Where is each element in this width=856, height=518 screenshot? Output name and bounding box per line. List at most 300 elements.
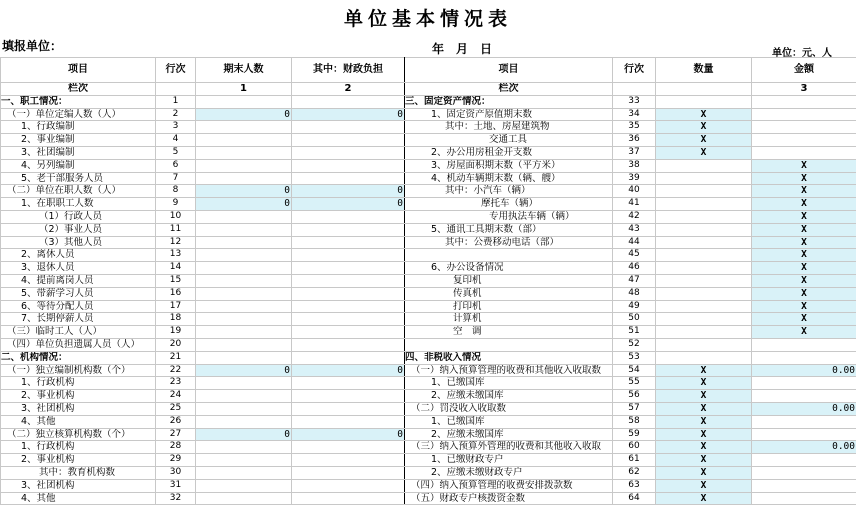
row-number: 1: [156, 95, 196, 108]
end-staff-cell[interactable]: [196, 172, 292, 185]
fiscal-cell[interactable]: [292, 210, 405, 223]
row-number-right: 38: [613, 159, 656, 172]
row-number: 29: [156, 454, 196, 467]
table-row: [1, 326, 856, 339]
row-number: 10: [156, 210, 196, 223]
fiscal-cell[interactable]: [292, 390, 405, 403]
subheader-blank: [156, 83, 196, 96]
quantity-cell[interactable]: X: [656, 377, 752, 390]
quantity-cell[interactable]: [656, 262, 752, 275]
row-label: 4、提前离岗人员: [1, 274, 156, 287]
page-title: 单位基本情况表: [343, 8, 512, 30]
row-number: 25: [156, 402, 196, 415]
table-row: [1, 236, 856, 249]
row-number-right: 41: [613, 198, 656, 211]
quantity-cell[interactable]: [656, 287, 752, 300]
row-label-right: 四、非税收入情况: [405, 351, 613, 364]
end-staff-cell[interactable]: [196, 95, 292, 108]
row-number-right: 52: [613, 338, 656, 351]
row-label-right: 其中：公费移动电话（部）: [405, 236, 613, 249]
quantity-cell[interactable]: [656, 274, 752, 287]
row-number: 16: [156, 287, 196, 300]
row-label: （一）单位定编人数（人）: [1, 108, 156, 121]
end-staff-cell[interactable]: [196, 223, 292, 236]
quantity-cell[interactable]: [656, 236, 752, 249]
quantity-cell[interactable]: X: [656, 121, 752, 134]
row-label-right: 1、固定资产原值期末数: [405, 108, 613, 121]
table-row: [1, 364, 856, 377]
end-staff-cell[interactable]: [196, 466, 292, 479]
row-number-right: 34: [613, 108, 656, 121]
table-row: [1, 287, 856, 300]
table-row: [1, 466, 856, 479]
fiscal-cell[interactable]: [292, 146, 405, 159]
table-row: [1, 210, 856, 223]
row-label: 一、职工情况：: [1, 95, 156, 108]
row-number: 24: [156, 390, 196, 403]
row-label: 1、行政编制: [1, 121, 156, 134]
quantity-cell[interactable]: [656, 210, 752, 223]
quantity-cell[interactable]: X: [656, 479, 752, 492]
subheader-lanci-2: 栏次: [405, 83, 613, 96]
end-staff-cell[interactable]: [196, 249, 292, 262]
amount-cell[interactable]: [752, 146, 856, 159]
amount-cell[interactable]: X: [752, 326, 856, 339]
row-number-right: 35: [613, 121, 656, 134]
fiscal-cell[interactable]: 0: [292, 428, 405, 441]
row-number-right: 53: [613, 351, 656, 364]
end-staff-cell[interactable]: [196, 236, 292, 249]
row-label-right: 复印机: [405, 274, 613, 287]
row-label-right: 空 调: [405, 326, 613, 339]
row-number-right: 61: [613, 454, 656, 467]
table-row: [1, 454, 856, 467]
end-staff-cell[interactable]: [196, 159, 292, 172]
quantity-cell[interactable]: X: [656, 492, 752, 505]
end-staff-cell[interactable]: [196, 390, 292, 403]
row-label-right: 1、已缴国库: [405, 377, 613, 390]
row-number-right: 39: [613, 172, 656, 185]
table-row: [1, 313, 856, 326]
amount-cell[interactable]: [752, 338, 856, 351]
end-staff-cell[interactable]: [196, 146, 292, 159]
amount-cell[interactable]: X: [752, 249, 856, 262]
row-number-right: 46: [613, 262, 656, 275]
quantity-cell[interactable]: [656, 185, 752, 198]
col-header-amount: 金额: [752, 58, 856, 83]
row-label: （二）单位在职人数（人）: [1, 185, 156, 198]
end-staff-cell[interactable]: [196, 479, 292, 492]
row-number-right: 49: [613, 300, 656, 313]
amount-cell[interactable]: [752, 390, 856, 403]
amount-cell[interactable]: X: [752, 172, 856, 185]
row-number-right: 54: [613, 364, 656, 377]
row-label-right: （五）财政专户核拨资金数: [405, 492, 613, 505]
subheader-blank-3: [656, 83, 752, 96]
row-label-right: [405, 338, 613, 351]
row-label: 5、老干部服务人员: [1, 172, 156, 185]
fiscal-cell[interactable]: [292, 274, 405, 287]
quantity-cell[interactable]: [656, 95, 752, 108]
amount-cell[interactable]: X: [752, 159, 856, 172]
row-label: 4、另列编制: [1, 159, 156, 172]
row-label: 4、其他: [1, 415, 156, 428]
row-number: 8: [156, 185, 196, 198]
table-row: [1, 492, 856, 505]
row-label: （四）单位负担遗属人员（人）: [1, 338, 156, 351]
row-label-right: （二）罚没收入收取数: [405, 402, 613, 415]
amount-cell[interactable]: [752, 428, 856, 441]
row-label-right: 打印机: [405, 300, 613, 313]
row-label: （1）行政人员: [1, 210, 156, 223]
row-number: 28: [156, 441, 196, 454]
table-row: [1, 185, 856, 198]
row-label: （2）事业人员: [1, 223, 156, 236]
amount-cell[interactable]: 0.00: [752, 441, 856, 454]
quantity-cell[interactable]: X: [656, 441, 752, 454]
row-number: 2: [156, 108, 196, 121]
quantity-cell[interactable]: [656, 326, 752, 339]
quantity-cell[interactable]: [656, 159, 752, 172]
end-staff-cell[interactable]: [196, 287, 292, 300]
row-label: （一）独立编制机构数（个）: [1, 364, 156, 377]
col-header-quantity: 数量: [656, 58, 752, 83]
row-number-right: 36: [613, 134, 656, 147]
end-staff-cell[interactable]: [196, 454, 292, 467]
row-number-right: 33: [613, 95, 656, 108]
table-row: [1, 402, 856, 415]
quantity-cell[interactable]: [656, 351, 752, 364]
amount-cell[interactable]: [752, 377, 856, 390]
fiscal-cell[interactable]: [292, 223, 405, 236]
table-row: [1, 172, 856, 185]
quantity-cell[interactable]: [656, 338, 752, 351]
amount-cell[interactable]: X: [752, 313, 856, 326]
quantity-cell[interactable]: [656, 198, 752, 211]
fiscal-cell[interactable]: [292, 300, 405, 313]
fiscal-cell[interactable]: [292, 415, 405, 428]
row-label: 6、等待分配人员: [1, 300, 156, 313]
amount-cell[interactable]: X: [752, 223, 856, 236]
amount-cell[interactable]: X: [752, 198, 856, 211]
row-number-right: 45: [613, 249, 656, 262]
row-number: 22: [156, 364, 196, 377]
subheader-lanci: 栏次: [1, 83, 156, 96]
row-label-right: 其中：土地、房屋建筑物: [405, 121, 613, 134]
table-row: [1, 415, 856, 428]
end-staff-cell[interactable]: [196, 441, 292, 454]
fiscal-cell[interactable]: 0: [292, 108, 405, 121]
row-number-right: 47: [613, 274, 656, 287]
table-row: [1, 338, 856, 351]
amount-cell[interactable]: [752, 95, 856, 108]
subheader-c3: 3: [752, 83, 856, 96]
fiscal-cell[interactable]: [292, 402, 405, 415]
row-label-right: （三）纳入预算外管理的收费和其他收入收取: [405, 441, 613, 454]
table-row: [1, 441, 856, 454]
row-number: 13: [156, 249, 196, 262]
end-staff-cell[interactable]: [196, 326, 292, 339]
quantity-cell[interactable]: X: [656, 415, 752, 428]
quantity-cell[interactable]: X: [656, 402, 752, 415]
fiscal-cell[interactable]: [292, 134, 405, 147]
row-label-right: 1、已缴财政专户: [405, 454, 613, 467]
table-row: [1, 249, 856, 262]
fiscal-cell[interactable]: [292, 466, 405, 479]
amount-cell[interactable]: X: [752, 210, 856, 223]
row-label-right: 其中：小汽车（辆）: [405, 185, 613, 198]
row-number: 17: [156, 300, 196, 313]
row-label-right: 4、机动车辆期末数（辆、艘）: [405, 172, 613, 185]
row-label-right: 2、办公用房租金开支数: [405, 146, 613, 159]
quantity-cell[interactable]: [656, 249, 752, 262]
row-number-right: 64: [613, 492, 656, 505]
row-number-right: 59: [613, 428, 656, 441]
quantity-cell[interactable]: X: [656, 108, 752, 121]
end-staff-cell[interactable]: [196, 300, 292, 313]
row-label: 2、事业机构: [1, 454, 156, 467]
row-label: 3、退休人员: [1, 262, 156, 275]
subheader-blank-2: [613, 83, 656, 96]
end-staff-cell[interactable]: [196, 262, 292, 275]
row-number: 3: [156, 121, 196, 134]
fiscal-cell[interactable]: [292, 454, 405, 467]
table-row: [1, 274, 856, 287]
quantity-cell[interactable]: X: [656, 454, 752, 467]
table-row: [1, 479, 856, 492]
end-staff-cell[interactable]: 0: [196, 198, 292, 211]
row-label: 5、带薪学习人员: [1, 287, 156, 300]
row-label-right: （一）纳入预算管理的收费和其他收入收取数: [405, 364, 613, 377]
fiscal-cell[interactable]: [292, 377, 405, 390]
amount-cell[interactable]: [752, 134, 856, 147]
quantity-cell[interactable]: X: [656, 364, 752, 377]
row-number: 6: [156, 159, 196, 172]
row-label: 3、社团机构: [1, 402, 156, 415]
quantity-cell[interactable]: X: [656, 390, 752, 403]
row-label: 3、社团编制: [1, 146, 156, 159]
end-staff-cell[interactable]: [196, 338, 292, 351]
end-staff-cell[interactable]: [196, 377, 292, 390]
col-header-row-no-2: 行次: [613, 58, 656, 83]
row-label: （二）独立核算机构数（个）: [1, 428, 156, 441]
subheader-c1: 1: [196, 83, 292, 96]
row-label-right: 2、应缴未缴国库: [405, 390, 613, 403]
end-staff-cell[interactable]: [196, 313, 292, 326]
amount-cell[interactable]: X: [752, 236, 856, 249]
row-label: 1、行政机构: [1, 441, 156, 454]
amount-cell[interactable]: X: [752, 262, 856, 275]
row-label-right: 2、应缴未缴财政专户: [405, 466, 613, 479]
row-number-right: 58: [613, 415, 656, 428]
fiscal-cell[interactable]: [292, 121, 405, 134]
row-label: 3、社团机构: [1, 479, 156, 492]
quantity-cell[interactable]: X: [656, 146, 752, 159]
row-label-right: 交通工具: [405, 134, 613, 147]
table-row: [1, 121, 856, 134]
row-number: 27: [156, 428, 196, 441]
amount-cell[interactable]: [752, 108, 856, 121]
end-staff-cell[interactable]: [196, 134, 292, 147]
row-label-right: 3、房屋面积期末数（平方米）: [405, 159, 613, 172]
quantity-cell[interactable]: X: [656, 134, 752, 147]
fiscal-cell[interactable]: [292, 351, 405, 364]
quantity-cell[interactable]: X: [656, 428, 752, 441]
row-label-right: 6、办公设备情况: [405, 262, 613, 275]
row-label-right: 摩托车（辆）: [405, 198, 613, 211]
quantity-cell[interactable]: [656, 223, 752, 236]
amount-cell[interactable]: X: [752, 287, 856, 300]
row-number: 5: [156, 146, 196, 159]
row-number-right: 51: [613, 326, 656, 339]
row-number: 14: [156, 262, 196, 275]
row-number-right: 50: [613, 313, 656, 326]
end-staff-cell[interactable]: 0: [196, 428, 292, 441]
amount-cell[interactable]: [752, 454, 856, 467]
end-staff-cell[interactable]: 0: [196, 108, 292, 121]
amount-cell[interactable]: [752, 415, 856, 428]
table-row: [1, 262, 856, 275]
row-number-right: 57: [613, 402, 656, 415]
header-row: [1, 58, 856, 83]
fiscal-cell[interactable]: [292, 287, 405, 300]
table-row: [1, 146, 856, 159]
fiscal-cell[interactable]: [292, 441, 405, 454]
row-label: 1、行政机构: [1, 377, 156, 390]
end-staff-cell[interactable]: [196, 402, 292, 415]
row-label-right: 1、已缴国库: [405, 415, 613, 428]
quantity-cell[interactable]: [656, 172, 752, 185]
row-number: 23: [156, 377, 196, 390]
table-row: [1, 377, 856, 390]
row-label: 2、事业机构: [1, 390, 156, 403]
row-label-right: 传真机: [405, 287, 613, 300]
data-table: [0, 57, 856, 505]
row-number-right: 43: [613, 223, 656, 236]
fiscal-cell[interactable]: [292, 326, 405, 339]
amount-cell[interactable]: 0.00: [752, 364, 856, 377]
fiscal-cell[interactable]: [292, 479, 405, 492]
row-number: 9: [156, 198, 196, 211]
amount-cell[interactable]: [752, 121, 856, 134]
row-number: 21: [156, 351, 196, 364]
fiscal-cell[interactable]: 0: [292, 198, 405, 211]
row-number-right: 62: [613, 466, 656, 479]
fiscal-cell[interactable]: [292, 249, 405, 262]
row-label-right: [405, 249, 613, 262]
row-label: （三）临时工人（人）: [1, 326, 156, 339]
row-number-right: 44: [613, 236, 656, 249]
amount-cell[interactable]: [752, 466, 856, 479]
row-number: 26: [156, 415, 196, 428]
row-label: 2、离休人员: [1, 249, 156, 262]
row-number: 32: [156, 492, 196, 505]
fiscal-cell[interactable]: [292, 159, 405, 172]
fiscal-cell[interactable]: [292, 492, 405, 505]
amount-cell[interactable]: [752, 351, 856, 364]
end-staff-cell[interactable]: [196, 274, 292, 287]
quantity-cell[interactable]: [656, 313, 752, 326]
row-number: 19: [156, 326, 196, 339]
row-label: （3）其他人员: [1, 236, 156, 249]
amount-cell[interactable]: X: [752, 185, 856, 198]
amount-cell[interactable]: [752, 492, 856, 505]
subheader-c2: 2: [292, 83, 405, 96]
fiscal-cell[interactable]: [292, 236, 405, 249]
end-staff-cell[interactable]: 0: [196, 364, 292, 377]
amount-cell[interactable]: 0.00: [752, 402, 856, 415]
row-number-right: 63: [613, 479, 656, 492]
row-number: 31: [156, 479, 196, 492]
fiscal-cell[interactable]: 0: [292, 185, 405, 198]
row-label-right: 计算机: [405, 313, 613, 326]
date-label: 年 月 日: [432, 42, 493, 56]
fiscal-cell[interactable]: [292, 262, 405, 275]
table-row: [1, 300, 856, 313]
row-number: 15: [156, 274, 196, 287]
fiscal-cell[interactable]: 0: [292, 364, 405, 377]
row-label: 7、长期停薪人员: [1, 313, 156, 326]
amount-cell[interactable]: [752, 479, 856, 492]
row-number: 30: [156, 466, 196, 479]
fiscal-cell[interactable]: [292, 338, 405, 351]
end-staff-cell[interactable]: [196, 121, 292, 134]
row-label-right: （四）纳入预算管理的收费安排拨款数: [405, 479, 613, 492]
table-row: [1, 95, 856, 108]
col-header-row-no: 行次: [156, 58, 196, 83]
fiscal-cell[interactable]: [292, 313, 405, 326]
row-number: 4: [156, 134, 196, 147]
row-number-right: 48: [613, 287, 656, 300]
fill-unit-label: 填报单位：: [2, 39, 63, 53]
table-row: [1, 159, 856, 172]
row-number-right: 56: [613, 390, 656, 403]
row-number-right: 55: [613, 377, 656, 390]
table-row: [1, 223, 856, 236]
col-header-item: 项目: [1, 58, 156, 83]
row-number-right: 40: [613, 185, 656, 198]
col-header-end-staff: 期末人数: [196, 58, 292, 83]
fiscal-cell[interactable]: [292, 95, 405, 108]
row-label-right: 专用执法车辆（辆）: [405, 210, 613, 223]
col-header-item-2: 项目: [405, 58, 613, 83]
amount-cell[interactable]: X: [752, 274, 856, 287]
end-staff-cell[interactable]: [196, 210, 292, 223]
row-label-right: 2、应缴未缴国库: [405, 428, 613, 441]
table-row: [1, 134, 856, 147]
row-number-right: 37: [613, 146, 656, 159]
unit-label: 单位：元、人: [772, 48, 832, 59]
end-staff-cell[interactable]: [196, 415, 292, 428]
quantity-cell[interactable]: X: [656, 466, 752, 479]
end-staff-cell[interactable]: [196, 351, 292, 364]
end-staff-cell[interactable]: [196, 492, 292, 505]
row-label: 二、机构情况：: [1, 351, 156, 364]
row-number: 12: [156, 236, 196, 249]
subheader-row: [1, 83, 856, 96]
row-number: 11: [156, 223, 196, 236]
table-row: [1, 390, 856, 403]
quantity-cell[interactable]: [656, 300, 752, 313]
end-staff-cell[interactable]: 0: [196, 185, 292, 198]
row-label: 1、在职职工人数: [1, 198, 156, 211]
col-header-fiscal: 其中：财政负担: [292, 58, 405, 83]
fiscal-cell[interactable]: [292, 172, 405, 185]
amount-cell[interactable]: X: [752, 300, 856, 313]
table-row: [1, 351, 856, 364]
row-label-right: 三、固定资产情况：: [405, 95, 613, 108]
table-row: [1, 108, 856, 121]
